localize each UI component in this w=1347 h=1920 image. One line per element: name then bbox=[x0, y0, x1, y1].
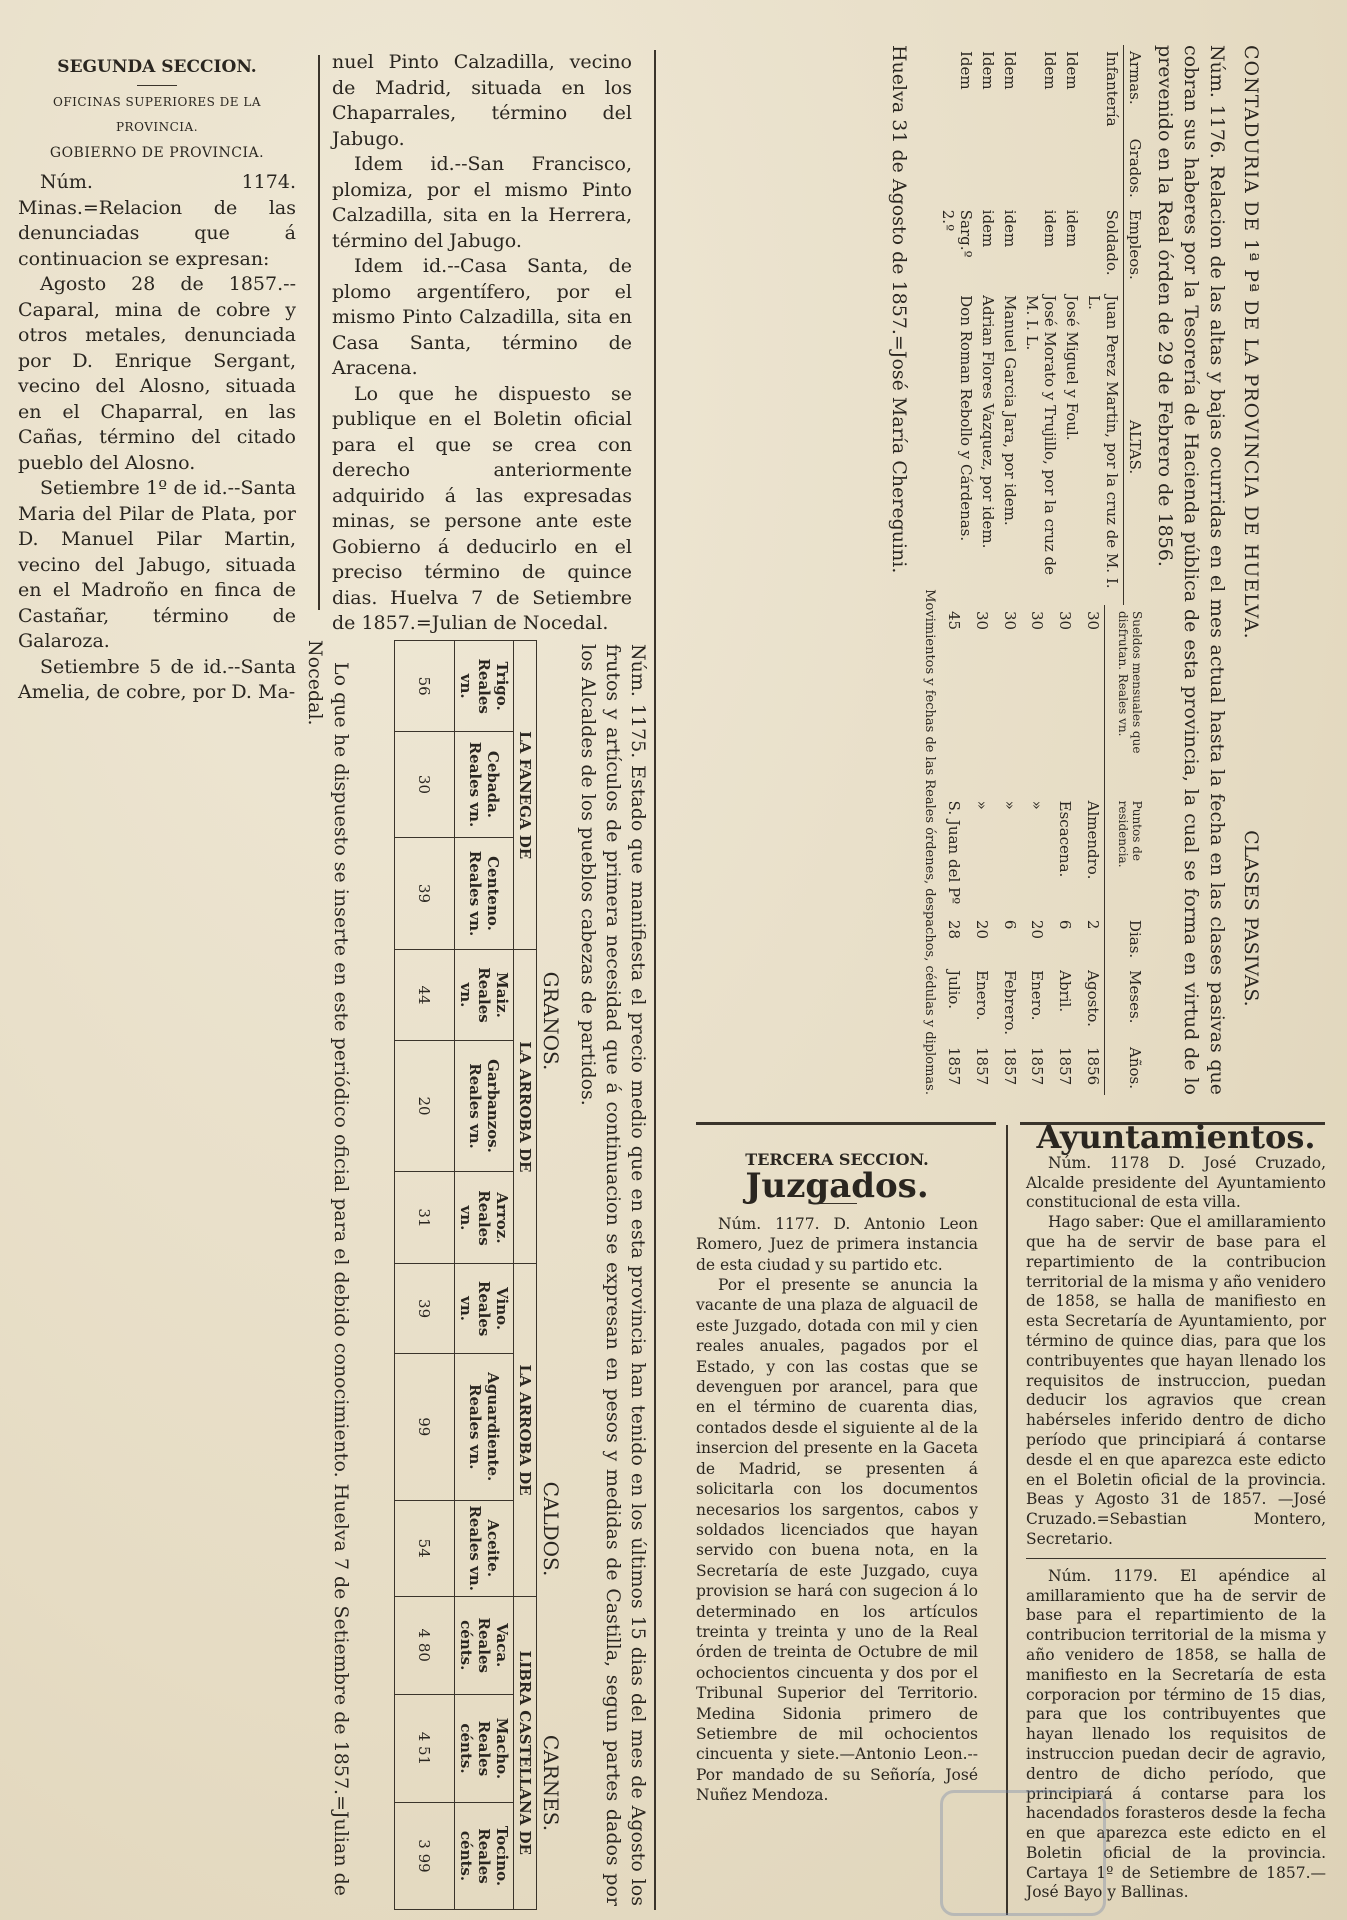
ayunt-1179-body: Núm. 1179. El apéndice al amillaramiento que ha de servir de base para el repartimiento de la contribucion territorial de la misma y año venidero de 1858, se halla de manifiesto en la Secretaría de esta corporacion por término de 15 dias, para que los contribuyentes que hayan llenado los requisitos de instruccion puedan decir de agravio, dentro de dicho período, que principiará á contarse para los hacendados forasteros desde la fecha en que aparezca este edicto en el Boletin oficial de la provincia. Cartaya 1º de Setiembre de 1857.— José Bayo y Ballinas. bbox=[1026, 1566, 1326, 1902]
altas-cell bbox=[1083, 133, 1124, 204]
hdr-anos: Años. bbox=[1105, 1041, 1146, 1095]
contaduria-intro: Núm. 1176. Relacion de las altas y bajas ocurridas en el mes actual hasta la fecha en las clases pasivas que cobran sus haberes por la Tesorería de Hacienda pública de esta provincia, la cual se forma en virtud de lo prevenido en la Real órden de 29 de Febrero de 1856. bbox=[1154, 45, 1228, 1095]
minas-closing: Lo que he dispuesto se publique en el Boletin oficial para el que se crea con derecho anteriormente adquirido á las expresadas minas, se persone ante este Gobierno á deducirlo en el preciso término de quince dias. Huelva 7 de Setiembre de 1857.=Julian de Nocedal. bbox=[332, 382, 632, 634]
altas-cell: Idem bbox=[1063, 51, 1081, 90]
arroba-label-2: LA ARROBA DE bbox=[514, 1264, 537, 1596]
altas-cell bbox=[977, 133, 999, 204]
altas-cell bbox=[1021, 133, 1061, 204]
altas-cell: Infantería bbox=[1103, 51, 1121, 127]
altas-cell: » bbox=[1000, 800, 1019, 810]
altas-row bbox=[1048, 605, 1076, 1095]
altas-cell: Abril. bbox=[1056, 970, 1075, 1013]
mina-santa-maria: Setiembre 1º de id.--Santa Maria del Pilar de Plata, por D. Manuel Pilar Martin, vecino del Jabugo, situada en el Madroño en finca de Castañar, término de Galaroza. bbox=[18, 477, 296, 652]
altas-row bbox=[1021, 605, 1049, 1095]
altas-cell: Idem bbox=[979, 51, 997, 90]
gobierno-heading: GOBIERNO DE PROVINCIA. bbox=[49, 144, 265, 161]
ayunt-1178-intro: Núm. 1178 D. José Cruzado, Alcalde presidente del Ayuntamiento constitucional de esta villa. bbox=[1026, 1153, 1326, 1212]
mina-san-francisco: Idem id.--San Francisco, plomiza, por el mismo Pinto Calzadilla, sita en la Herrera, término del Jabugo. bbox=[332, 153, 632, 252]
altas-cell: José Morato y Trujillo, por la cruz de M. I. L. bbox=[1023, 295, 1059, 576]
altas-cell: Agosto. bbox=[1084, 970, 1103, 1027]
hdr-grados: Grados. bbox=[1124, 133, 1147, 204]
segunda-col-2 bbox=[332, 50, 632, 637]
val-tocino: 3 99 bbox=[395, 1803, 455, 1910]
altas-cell: idem bbox=[1001, 209, 1019, 248]
estado-block bbox=[30, 640, 650, 1910]
altas-row bbox=[1021, 45, 1061, 605]
altas-cell: 30 bbox=[1000, 611, 1019, 631]
altas-row bbox=[937, 605, 965, 1095]
altas-cell: Idem bbox=[957, 51, 975, 90]
altas-row bbox=[1083, 45, 1124, 605]
altas-cell: idem bbox=[1041, 209, 1059, 248]
altas-row bbox=[977, 45, 999, 605]
mina-caparal: Agosto 28 de 1857.--Caparal, mina de cobre y otros metales, denunciada por D. Enrique Sergant, vecino del Alosno, situada en el Chaparral, en las Cañas, término del citado pueblo del Alosno. bbox=[18, 273, 296, 474]
altas-cell: 1856 bbox=[1084, 1046, 1103, 1086]
altas-cell: Enero. bbox=[1028, 970, 1047, 1021]
hdr-puntos: Puntos de residencia. bbox=[1105, 795, 1146, 914]
item-divider bbox=[1026, 1558, 1326, 1559]
altas-cell: Enero. bbox=[972, 970, 991, 1021]
altas-cell: Idem bbox=[1001, 51, 1019, 90]
altas-cell: 30 bbox=[972, 611, 991, 631]
hdr-sueldos: Sueldos mensuales que disfrutan. Reales vn. bbox=[1105, 605, 1146, 795]
altas-cell: 1857 bbox=[1000, 1046, 1019, 1086]
ayuntamientos-heading: Ayuntamientos. bbox=[1036, 1118, 1316, 1156]
altas-cell: 20 bbox=[972, 919, 991, 940]
altas-cell: Don Roman Rebollo y Cárdenas. bbox=[957, 295, 975, 542]
altas-cell bbox=[1061, 133, 1083, 204]
val-arroz: 31 bbox=[395, 1172, 455, 1264]
altas-cell: Soldado. bbox=[1103, 209, 1121, 276]
contaduria-firma: Huelva 31 de Agosto de 1857.=José María Chereguini. bbox=[888, 45, 910, 574]
altas-cell: Idem bbox=[1041, 51, 1059, 90]
val-trigo: 56 bbox=[395, 641, 455, 732]
val-vino: 39 bbox=[395, 1264, 455, 1353]
altas-cell: 1857 bbox=[944, 1046, 963, 1086]
altas-row bbox=[993, 605, 1021, 1095]
mina-santa-amelia: Setiembre 5 de id.--Santa Amelia, de cobre, por D. Ma- bbox=[18, 655, 296, 703]
altas-cell: S. Juan del Pº bbox=[944, 800, 963, 905]
altas-cell: José Miguel y Foul. bbox=[1063, 295, 1081, 441]
fanega-label: LA FANEGA DE bbox=[514, 641, 537, 950]
altas-cell: 2 bbox=[1084, 919, 1103, 930]
altas-cell: Manuel Garcia Jara, por idem. bbox=[1001, 295, 1019, 526]
hdr-empleos: Empleos. bbox=[1124, 204, 1147, 289]
altas-cell: 1857 bbox=[1028, 1046, 1047, 1086]
col-maiz: Maiz. Reales vn. bbox=[455, 950, 514, 1040]
estado-table bbox=[394, 640, 537, 1910]
val-aceite: 54 bbox=[395, 1500, 455, 1596]
section-divider bbox=[696, 1122, 996, 1125]
altas-row bbox=[999, 45, 1021, 605]
altas-cell: 45 bbox=[944, 611, 963, 631]
oficinas-heading: OFICINAS SUPERIORES DE LA PROVINCIA. bbox=[53, 94, 261, 134]
mina-santa-amelia-cont: nuel Pinto Calzadilla, vecino de Madrid, situada en los Chaparrales, término del Jabugo. bbox=[332, 51, 632, 150]
juzgado-anuncio: Por el presente se anuncia la vacante de una plaza de alguacil de este Juzgado, dotada con mil y cien reales anuales, pagados por el Estado, y con las costas que se devenguen por arancel, para que en el término de cuarenta dias, contados desde el siguiente al de la insercion del presente en la Gaceta de Madrid, se presenten á solicitarla con los documentos necesarios los sargentos, cabos y soldados licenciados que hayan servido con buena nota, en la Secretaría de este Juzgado, cuya provision se hará con sugecion á lo determinado en los artículos treinta y treinta y uno de la Real órden de treinta de Octubre de mil ochocientos cincuenta y dos por el Tribunal Superior del Territorio. Medina Sidonia primero de Setiembre de mil ochocientos cincuenta y siete.—Antonio Leon.--Por mandado de su Señoría, José Nuñez Mendoza. bbox=[696, 1276, 978, 1805]
altas-cell: 1857 bbox=[972, 1046, 991, 1086]
altas-cell bbox=[999, 133, 1021, 204]
altas-row bbox=[1061, 45, 1083, 605]
ayunt-1178-body: Hago saber: Que el amillaramiento que ha de servir de base para el repartimiento de la contribucion territorial de la misma y año venidero de 1858, se halla de manifiesto en esta Secretaría de Ayuntamiento, por término de quince dias, para que los contribuyentes que hayan llenado los requisitos de instruccion, puedan deducir los agravios que crean habérseles inferido dentro de dicho período que principiará á contarse desde el en que aparezca este edicto en el Boletin oficial de la provincia. Beas y Agosto 31 de 1857. —José Cruzado.=Sebastian Montero, Secretario. bbox=[1026, 1213, 1326, 1548]
libra-label: LIBRA CASTELLANA DE bbox=[514, 1596, 537, 1909]
altas-cell: 6 bbox=[1056, 919, 1075, 930]
granos-label: GRANOS. bbox=[539, 971, 563, 1071]
altas-cell: Escacena. bbox=[1056, 800, 1075, 878]
val-cebada: 30 bbox=[395, 732, 455, 837]
altas-cell: 30 bbox=[1028, 611, 1047, 631]
col-trigo: Trigo. Reales vn. bbox=[455, 641, 514, 732]
altas-cell: 20 bbox=[1028, 919, 1047, 940]
arroba-label-1: LA ARROBA DE bbox=[514, 950, 537, 1264]
altas-cell: 28 bbox=[944, 919, 963, 940]
caldos-label: CALDOS. bbox=[539, 1481, 563, 1577]
col-garbanzos: Garbanzos. Reales vn. bbox=[455, 1040, 514, 1172]
hdr-meses: Meses. bbox=[1105, 964, 1146, 1041]
col-cebada: Cebada. Reales vn. bbox=[455, 732, 514, 837]
column-rule bbox=[318, 55, 320, 610]
carnes-label: CARNES. bbox=[539, 1734, 563, 1832]
estado-firma: Lo que he dispuesto se inserte en este periódico oficial para el debido conocimiento. Huelva 7 de Setiembre de 1857.=Julian de Nocedal. bbox=[304, 640, 352, 1897]
contaduria-block bbox=[742, 45, 1262, 1095]
val-maiz: 44 bbox=[395, 950, 455, 1040]
altas-row bbox=[965, 605, 993, 1095]
minas-intro: Núm. 1174. Minas.=Relacion de las denunciadas que á continuacion se expresan: bbox=[18, 171, 296, 270]
altas-row bbox=[1076, 605, 1105, 1095]
altas-cell: idem bbox=[979, 209, 997, 248]
altas-cell: Almendro. bbox=[1084, 800, 1103, 880]
altas-cell: Febrero. bbox=[1000, 970, 1019, 1035]
altas-cell: 1857 bbox=[1056, 1046, 1075, 1086]
heading-divider bbox=[137, 85, 177, 86]
altas-cell bbox=[937, 133, 977, 204]
altas-cell: 30 bbox=[1056, 611, 1075, 631]
col-arroz: Arroz. Reales vn. bbox=[455, 1172, 514, 1264]
library-stamp bbox=[940, 1790, 1106, 1916]
hdr-dias: Dias. bbox=[1105, 914, 1146, 964]
tercera-heading: TERCERA SECCION. bbox=[745, 1150, 929, 1169]
altas-cell: idem bbox=[1063, 209, 1081, 248]
val-centeno: 39 bbox=[395, 837, 455, 950]
val-garbanzos: 20 bbox=[395, 1040, 455, 1172]
hdr-armas: Armas. bbox=[1124, 45, 1147, 133]
col-centeno: Centeno. Reales vn. bbox=[455, 837, 514, 950]
segunda-col-1 bbox=[18, 55, 296, 706]
val-aguardiente: 99 bbox=[395, 1353, 455, 1500]
altas-cell: » bbox=[1028, 800, 1047, 810]
movimientos-caption: Movimientos y fechas de las Reales órdenes, despachos, cédulas y diplomas. bbox=[922, 589, 937, 1095]
col-macho: Macho. Reales cénts. bbox=[455, 1694, 514, 1802]
altas-cell: Juan Perez Martin, por la cruz de M. I. L. bbox=[1085, 295, 1121, 589]
tercera-col bbox=[696, 1150, 978, 1806]
altas-cell: 30 bbox=[1084, 611, 1103, 631]
mina-casa-santa: Idem id.--Casa Santa, de plomo argentífero, por el mismo Pinto Calzadilla, sita en Casa Santa, término de Aracena. bbox=[332, 255, 632, 379]
hdr-altas: ALTAS. bbox=[1124, 289, 1147, 605]
altas-cell: Julio. bbox=[944, 970, 963, 1009]
juzgado-intro: Núm. 1177. D. Antonio Leon Romero, Juez de primera instancia de esta ciudad y su partido etc. bbox=[696, 1214, 978, 1274]
column-rule bbox=[654, 50, 656, 1910]
col-aceite: Aceite. Reales vn. bbox=[455, 1500, 514, 1596]
ayuntamientos-col bbox=[1026, 1118, 1326, 1903]
altas-cell: Adrian Flores Vazquez, por idem. bbox=[979, 295, 997, 549]
estado-intro: Núm. 1175. Estado que manifiesta el precio medio que en esta provincia han tenido en los últimos 15 dias del mes de Agosto los frutos y artículos de primera necesidad que á continuacion se expresan en pesos y medidas de Castilla, segun partes dados por los Alcaldes de los pueblos cabezas de partidos. bbox=[577, 644, 649, 1906]
col-tocino: Tocino. Reales cénts. bbox=[455, 1803, 514, 1910]
val-macho: 4 51 bbox=[395, 1694, 455, 1802]
altas-cell: » bbox=[972, 800, 991, 810]
altas-row bbox=[937, 45, 977, 605]
altas-cell: 6 bbox=[1000, 919, 1019, 930]
altas-table bbox=[937, 45, 1146, 605]
clases-pasivas: CLASES PASIVAS. bbox=[1240, 830, 1262, 1007]
altas-cell: Sarg.º 2.º bbox=[939, 209, 975, 258]
contaduria-title: CONTADURIA DE 1ª Pª DE LA PROVINCIA DE HUELVA. bbox=[1240, 45, 1262, 640]
segunda-heading: SEGUNDA SECCION. bbox=[57, 57, 257, 77]
col-aguardiente: Aguardiente. Reales vn. bbox=[455, 1353, 514, 1500]
col-vino: Vino. Reales vn. bbox=[455, 1264, 514, 1353]
val-vaca: 4 80 bbox=[395, 1596, 455, 1694]
altas-table-right bbox=[937, 605, 1146, 1095]
col-vaca: Vaca. Reales cénts. bbox=[455, 1596, 514, 1694]
juzgados-heading: Juzgados. bbox=[745, 1166, 929, 1207]
